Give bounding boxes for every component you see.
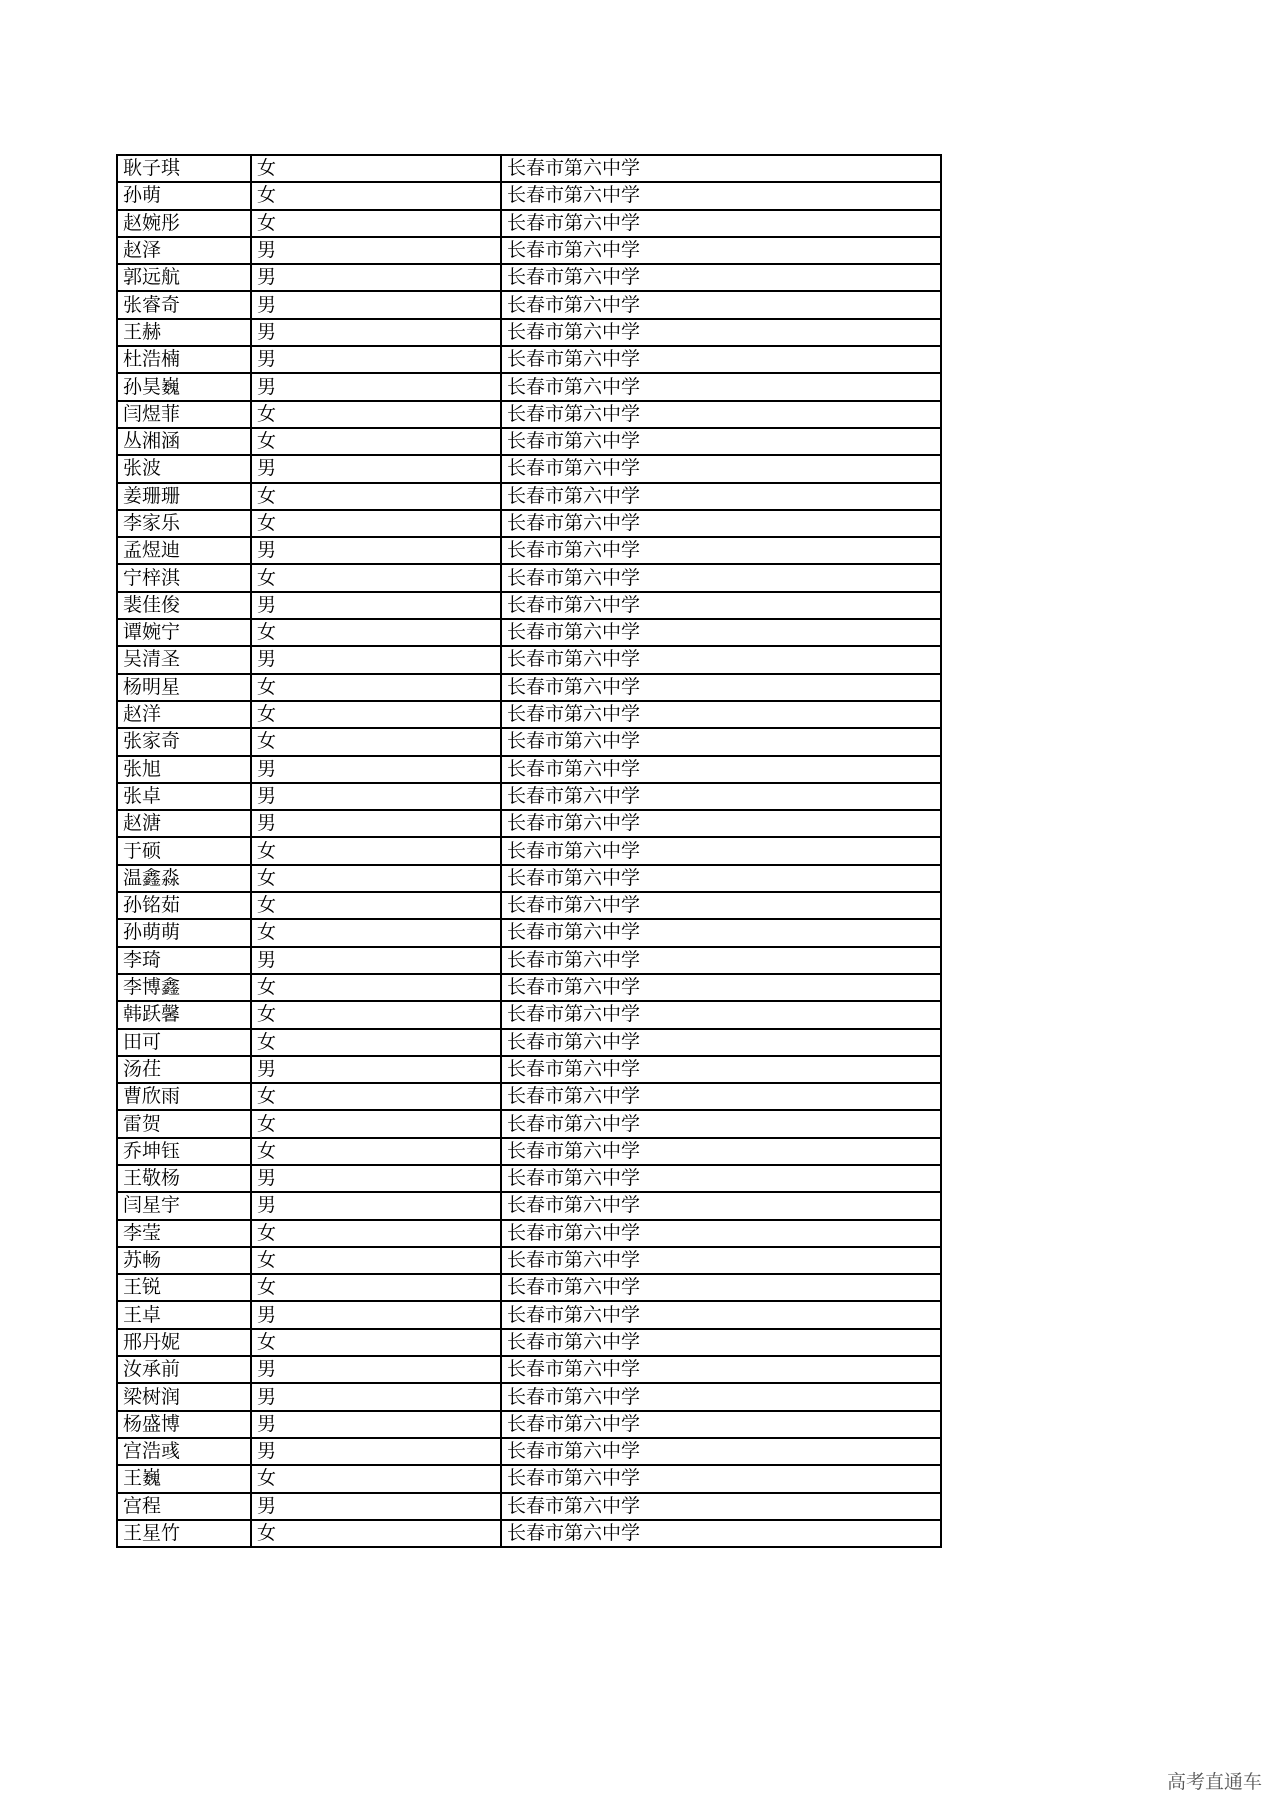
table-row [117,346,941,373]
table-row [117,1029,941,1056]
name-cell: 闫星宇 [117,1192,251,1219]
table-row [117,155,941,182]
name-cell: 张睿奇 [117,291,251,318]
name-cell: 李博鑫 [117,974,251,1001]
name-cell: 郭远航 [117,264,251,291]
gender-cell: 女 [251,919,501,946]
school-cell: 长春市第六中学 [501,264,941,291]
table-row [117,483,941,510]
gender-cell: 女 [251,837,501,864]
name-cell: 赵泽 [117,237,251,264]
table-row [117,1520,941,1547]
name-cell: 张波 [117,455,251,482]
gender-cell: 女 [251,155,501,182]
table-row [117,237,941,264]
gender-cell: 男 [251,1165,501,1192]
gender-cell: 女 [251,1274,501,1301]
name-cell: 赵洋 [117,701,251,728]
school-cell: 长春市第六中学 [501,428,941,455]
school-cell: 长春市第六中学 [501,1438,941,1465]
school-cell: 长春市第六中学 [501,319,941,346]
name-cell: 杨明星 [117,674,251,701]
gender-cell: 男 [251,264,501,291]
table-row [117,264,941,291]
gender-cell: 男 [251,1056,501,1083]
gender-cell: 男 [251,1356,501,1383]
school-cell: 长春市第六中学 [501,155,941,182]
table-row [117,1247,941,1274]
gender-cell: 女 [251,483,501,510]
table-row [117,974,941,1001]
gender-cell: 女 [251,974,501,1001]
name-cell: 王星竹 [117,1520,251,1547]
school-cell: 长春市第六中学 [501,510,941,537]
school-cell: 长春市第六中学 [501,1165,941,1192]
name-cell: 杨盛博 [117,1411,251,1438]
school-cell: 长春市第六中学 [501,592,941,619]
school-cell: 长春市第六中学 [501,1110,941,1137]
gender-cell: 女 [251,728,501,755]
school-cell: 长春市第六中学 [501,1329,941,1356]
school-cell: 长春市第六中学 [501,373,941,400]
school-cell: 长春市第六中学 [501,401,941,428]
name-cell: 王赫 [117,319,251,346]
name-cell: 苏畅 [117,1247,251,1274]
name-cell: 张旭 [117,756,251,783]
table-row [117,1083,941,1110]
name-cell: 乔坤钰 [117,1138,251,1165]
name-cell: 赵溏 [117,810,251,837]
school-cell: 长春市第六中学 [501,1465,941,1492]
table-row [117,837,941,864]
gender-cell: 女 [251,701,501,728]
gender-cell: 男 [251,237,501,264]
name-cell: 张家奇 [117,728,251,755]
gender-cell: 男 [251,1438,501,1465]
gender-cell: 女 [251,564,501,591]
school-cell: 长春市第六中学 [501,1274,941,1301]
gender-cell: 女 [251,510,501,537]
school-cell: 长春市第六中学 [501,483,941,510]
name-cell: 王卓 [117,1301,251,1328]
gender-cell: 男 [251,756,501,783]
table-row [117,1220,941,1247]
name-cell: 宫浩彧 [117,1438,251,1465]
gender-cell: 男 [251,1192,501,1219]
name-cell: 谭婉宁 [117,619,251,646]
gender-cell: 女 [251,1520,501,1547]
table-row [117,1329,941,1356]
name-cell: 孙昊巍 [117,373,251,400]
gender-cell: 女 [251,619,501,646]
gender-cell: 男 [251,810,501,837]
name-cell: 李莹 [117,1220,251,1247]
gender-cell: 女 [251,1247,501,1274]
name-cell: 梁树润 [117,1383,251,1410]
name-cell: 王巍 [117,1465,251,1492]
school-cell: 长春市第六中学 [501,1138,941,1165]
table-row [117,1001,941,1028]
name-cell: 田可 [117,1029,251,1056]
table-row [117,1493,941,1520]
table-row [117,1165,941,1192]
name-cell: 汝承前 [117,1356,251,1383]
name-cell: 孙萌 [117,182,251,209]
table-row [117,210,941,237]
school-cell: 长春市第六中学 [501,210,941,237]
gender-cell: 女 [251,401,501,428]
name-cell: 雷贺 [117,1110,251,1137]
school-cell: 长春市第六中学 [501,810,941,837]
school-cell: 长春市第六中学 [501,1301,941,1328]
name-cell: 王锐 [117,1274,251,1301]
name-cell: 汤茌 [117,1056,251,1083]
gender-cell: 女 [251,892,501,919]
table-row [117,619,941,646]
gender-cell: 女 [251,1465,501,1492]
school-cell: 长春市第六中学 [501,1220,941,1247]
gender-cell: 女 [251,182,501,209]
gender-cell: 女 [251,1138,501,1165]
name-cell: 裴佳俊 [117,592,251,619]
name-cell: 孙萌萌 [117,919,251,946]
table-row [117,510,941,537]
school-cell: 长春市第六中学 [501,1056,941,1083]
table-row [117,592,941,619]
school-cell: 长春市第六中学 [501,756,941,783]
name-cell: 闫煜菲 [117,401,251,428]
school-cell: 长春市第六中学 [501,728,941,755]
table-row [117,1383,941,1410]
table-row [117,674,941,701]
table-row [117,756,941,783]
table-row [117,865,941,892]
table-row [117,810,941,837]
gender-cell: 男 [251,291,501,318]
table-row [117,428,941,455]
gender-cell: 男 [251,373,501,400]
school-cell: 长春市第六中学 [501,564,941,591]
gender-cell: 男 [251,592,501,619]
school-cell: 长春市第六中学 [501,346,941,373]
table-row [117,1438,941,1465]
table-row [117,947,941,974]
gender-cell: 女 [251,1029,501,1056]
school-cell: 长春市第六中学 [501,1493,941,1520]
table-row [117,783,941,810]
table-row [117,401,941,428]
gender-cell: 男 [251,1493,501,1520]
gender-cell: 女 [251,1083,501,1110]
school-cell: 长春市第六中学 [501,865,941,892]
table-row [117,537,941,564]
school-cell: 长春市第六中学 [501,701,941,728]
school-cell: 长春市第六中学 [501,182,941,209]
name-cell: 李琦 [117,947,251,974]
school-cell: 长春市第六中学 [501,619,941,646]
school-cell: 长春市第六中学 [501,947,941,974]
gender-cell: 男 [251,346,501,373]
school-cell: 长春市第六中学 [501,646,941,673]
table-row [117,919,941,946]
gender-cell: 男 [251,1301,501,1328]
table-row [117,1465,941,1492]
table-row [117,291,941,318]
roster-body [117,155,941,1547]
table-row [117,892,941,919]
gender-cell: 女 [251,210,501,237]
gender-cell: 男 [251,783,501,810]
gender-cell: 女 [251,1110,501,1137]
name-cell: 吴清圣 [117,646,251,673]
school-cell: 长春市第六中学 [501,1383,941,1410]
name-cell: 李家乐 [117,510,251,537]
school-cell: 长春市第六中学 [501,1411,941,1438]
name-cell: 杜浩楠 [117,346,251,373]
watermark-text: 高考直通车 [1166,1771,1262,1793]
name-cell: 耿子琪 [117,155,251,182]
school-cell: 长春市第六中学 [501,1001,941,1028]
name-cell: 丛湘涵 [117,428,251,455]
name-cell: 于硕 [117,837,251,864]
gender-cell: 女 [251,674,501,701]
name-cell: 宫程 [117,1493,251,1520]
school-cell: 长春市第六中学 [501,1083,941,1110]
table-row [117,373,941,400]
school-cell: 长春市第六中学 [501,537,941,564]
name-cell: 韩跃馨 [117,1001,251,1028]
name-cell: 张卓 [117,783,251,810]
school-cell: 长春市第六中学 [501,237,941,264]
school-cell: 长春市第六中学 [501,837,941,864]
school-cell: 长春市第六中学 [501,291,941,318]
school-cell: 长春市第六中学 [501,783,941,810]
name-cell: 姜珊珊 [117,483,251,510]
table-row [117,1138,941,1165]
school-cell: 长春市第六中学 [501,1192,941,1219]
name-cell: 孙铭茹 [117,892,251,919]
gender-cell: 女 [251,1220,501,1247]
table-row [117,1056,941,1083]
table-row [117,728,941,755]
gender-cell: 男 [251,646,501,673]
school-cell: 长春市第六中学 [501,674,941,701]
school-cell: 长春市第六中学 [501,1356,941,1383]
gender-cell: 男 [251,1383,501,1410]
gender-cell: 女 [251,1001,501,1028]
gender-cell: 男 [251,455,501,482]
roster-table [116,154,942,1548]
school-cell: 长春市第六中学 [501,892,941,919]
table-row [117,701,941,728]
gender-cell: 女 [251,428,501,455]
name-cell: 宁梓淇 [117,564,251,591]
name-cell: 王敬杨 [117,1165,251,1192]
table-row [117,1411,941,1438]
table-row [117,319,941,346]
gender-cell: 男 [251,319,501,346]
table-row [117,1192,941,1219]
table-row [117,182,941,209]
table-row [117,646,941,673]
gender-cell: 男 [251,1411,501,1438]
school-cell: 长春市第六中学 [501,919,941,946]
gender-cell: 男 [251,947,501,974]
gender-cell: 女 [251,865,501,892]
name-cell: 赵婉彤 [117,210,251,237]
name-cell: 曹欣雨 [117,1083,251,1110]
table-row [117,564,941,591]
name-cell: 邢丹妮 [117,1329,251,1356]
table-row [117,1356,941,1383]
gender-cell: 男 [251,537,501,564]
table-row [117,1110,941,1137]
table-row [117,455,941,482]
school-cell: 长春市第六中学 [501,974,941,1001]
school-cell: 长春市第六中学 [501,1029,941,1056]
table-row [117,1301,941,1328]
school-cell: 长春市第六中学 [501,455,941,482]
name-cell: 孟煜迪 [117,537,251,564]
school-cell: 长春市第六中学 [501,1247,941,1274]
name-cell: 温鑫淼 [117,865,251,892]
table-row [117,1274,941,1301]
school-cell: 长春市第六中学 [501,1520,941,1547]
gender-cell: 女 [251,1329,501,1356]
